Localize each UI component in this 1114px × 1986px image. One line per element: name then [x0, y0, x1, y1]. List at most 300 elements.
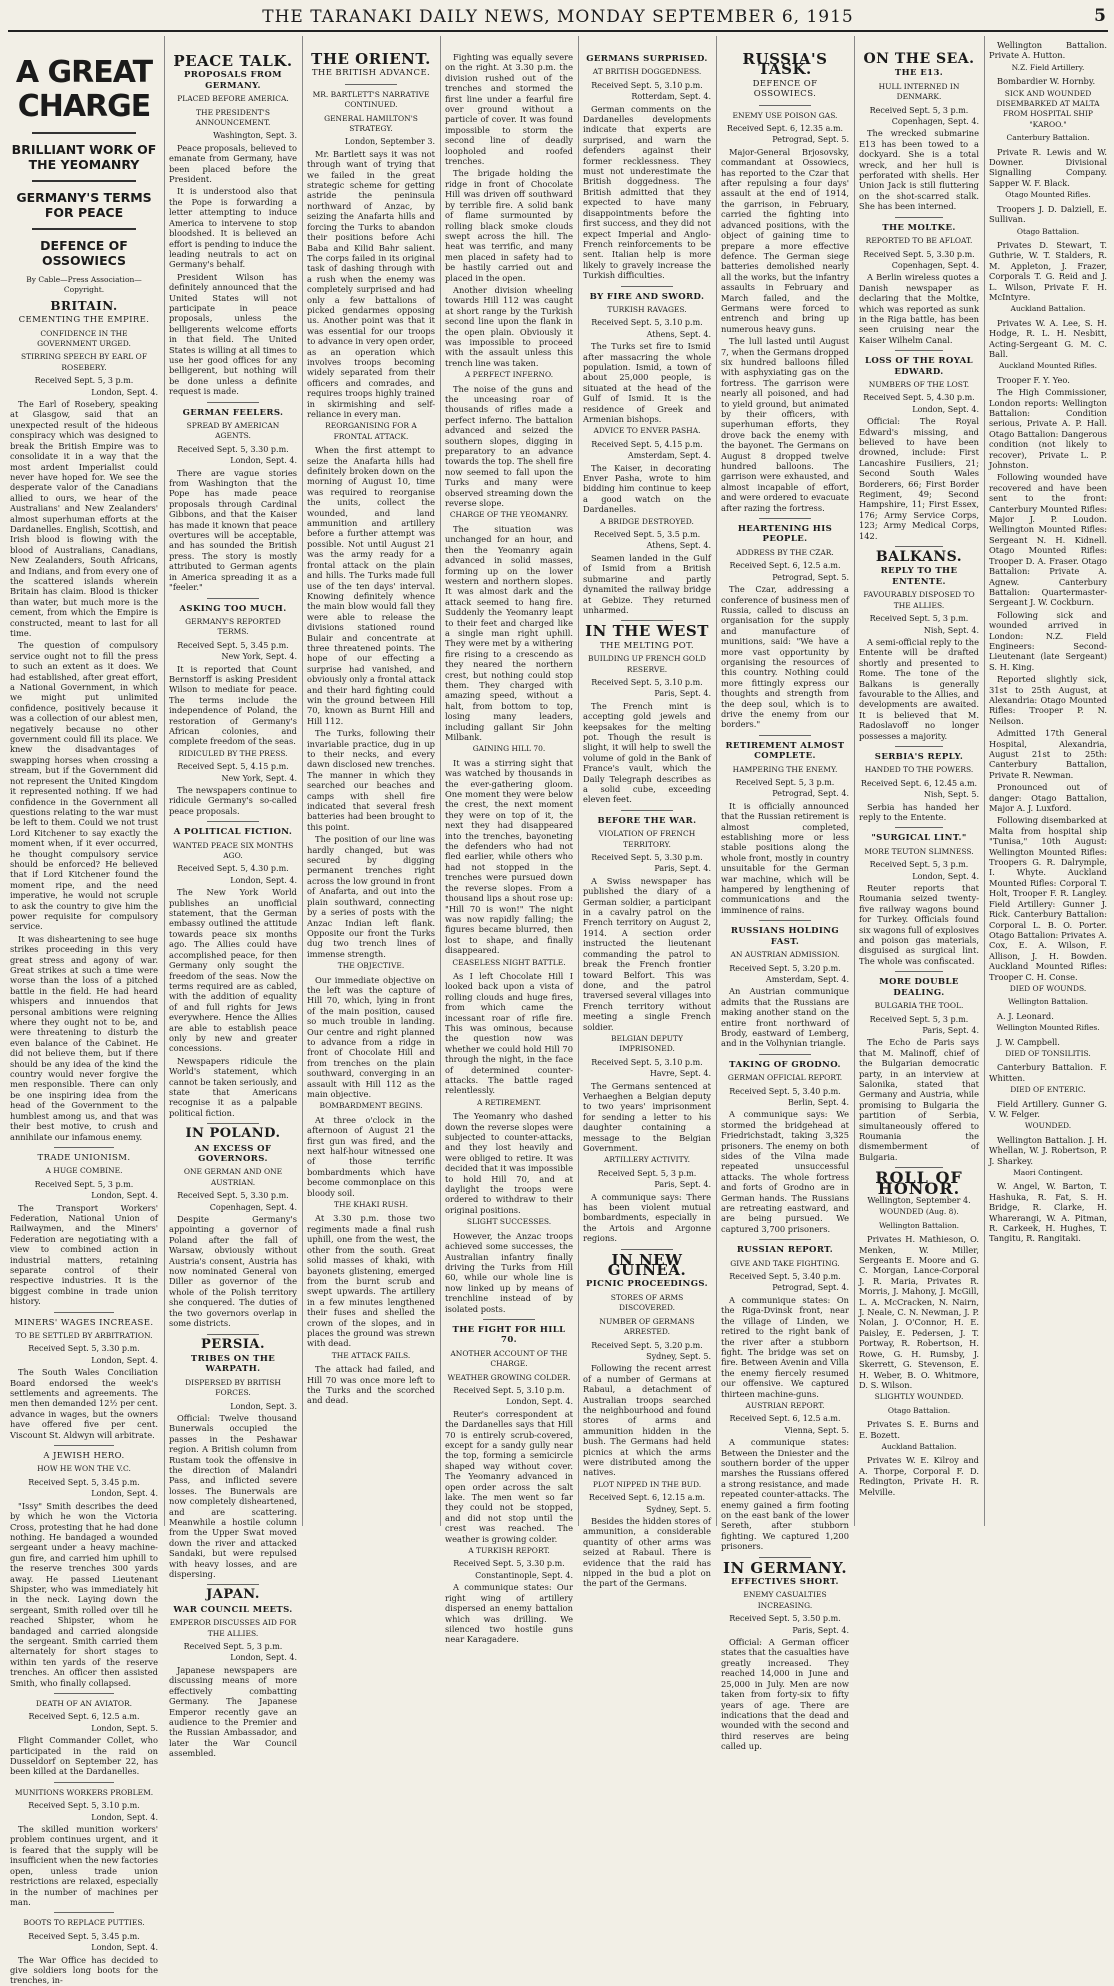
article-paragraph: Another division wheeling towards Hill 112 was caught at short range by the Turkish second line upon the flank in the open plain. Obviously it was impossible to proceed with the assault unless this trench line was taken.	[445, 284, 573, 368]
article-paragraph: The situation was unchanged for an hour, and then the Yeomanry again advanced in solid masses, forming up on the lower western and northern slopes. It was almost dark and the attack seemed to hang fire. Suddenly the Yeomanry leapt to their feet and charged like a single man right uphill. They were met by a withering fire rising to a crescendo as they neared the northern crest, but nothing could stop them. They charged with amazing speed, without a halt, from bottom to top, losing many leaders, including gallant Sir John Milbank.	[445, 523, 573, 742]
headline-give-take: GIVE AND TAKE FIGHTING.	[730, 1258, 840, 1268]
article-paragraph: The Kaiser, in decorating Enver Pasha, wrote to him bidding him continue to keep a good watch on the Dardanelles.	[583, 462, 711, 515]
dateline-place: Copenhagen, Sept. 4.	[891, 117, 979, 127]
article-paragraph: President Wilson has definitely announced that the United States will not participate in peace proposals, unless the belligerents welcome efforts in that field. The United States is willing at all times to use her good offices for any belligerent, but nothing will be done unless a definite request is made.	[169, 271, 297, 397]
casualty-list: The High Commissioner, London reports: Wellington Battalion: Condition serious, Private A. P. Hall. Otago Battalion: Dangerous condition (not likely to recover), Private L. P. Johnston.	[989, 387, 1107, 471]
dateline-place: Petrograd, Sept. 4.	[772, 1283, 849, 1293]
dateline-place: Sydney, Sept. 5.	[646, 1351, 711, 1361]
dateline: Received Sept. 5, 3.10 p.m.	[591, 1057, 703, 1067]
headline-slight-successes: SLIGHT SUCCESSES.	[466, 1217, 552, 1227]
column-6	[716, 36, 853, 1752]
headline-reported-terms: GERMANY'S REPORTED TERMS.	[185, 616, 281, 637]
article-paragraph: The Echo de Paris says that M. Malinoff, chief of the Bulgarian democratic party, in an interview at Salonika, stated that Germany and Austria, while promising to Bulgaria the partition of Serbia, simultaneously offered to Roumania the dismemberment of Bulgaria.	[859, 1037, 979, 1162]
headline-fiction: A POLITICAL FICTION.	[173, 827, 293, 838]
dateline-place: New York, Sept. 4.	[221, 652, 297, 662]
casualty-list: Canterbury Battalion. F. Whitten.	[989, 1062, 1107, 1083]
headline-enver: ADVICE TO ENVER PASHA.	[593, 426, 701, 436]
article-paragraph: A Swiss newspaper has published the diary of a German soldier, a participant in a cavalry patrol on the French territory on August 2, 1914. A section order instructed the lieutenant commanding the patrol to break the French frontier toward Belfort. This was done, and the patrol traversed several villages into French territory without meeting a single French soldier.	[583, 875, 711, 1032]
headline-persia: PERSIA.	[200, 1336, 266, 1352]
dateline: Received Sept. 5, 3.30 p.m.	[177, 1191, 289, 1201]
article-paragraph: The attack had failed, and Hill 70 was once more left to the Turks and the scorched and dead.	[307, 1364, 435, 1406]
article-paragraph: A communique says: There has been violent mutual bombardments, especially in the Artois and Argonne regions.	[583, 1191, 711, 1244]
dateline: Received Sept. 5, 3.10 p.m.	[453, 1385, 565, 1395]
headline-on-the-sea: ON THE SEA.	[863, 51, 975, 67]
dateline: Received Sept. 5, 3 p.m.	[34, 376, 134, 386]
headline-roll-of-honor: ROLL OF HONOR.	[875, 1168, 963, 1198]
casualty-list: Trooper F. Y. Yeo.	[997, 374, 1070, 385]
article-paragraph: The Yeomanry who dashed down the reverse slopes were subjected to counter-attacks, and they lost heavily and were obliged to retire. It was decided that it was impossible to hold Hill 70, and at daylight the troops were ordered to withdraw to their original positions.	[445, 1111, 573, 1215]
headline-japan: JAPAN.	[206, 1587, 260, 1603]
article-paragraph: At 3.30 p.m. those two regiments made a final rush uphill, one from the west, the other from the south. Great solid masses of khaki, with bayonets glistening, emerged from the burnt scrub and swept upwards. The artillery in a few minutes lengthened their fuses and shelled the crown of the slopes, and in places the ground was strewn with dead.	[307, 1213, 435, 1349]
headline-ravages: TURKISH RAVAGES.	[607, 304, 687, 314]
article-paragraph: The Turks set fire to Ismid after massacring the whole population. Ismid, a town of about 25,000 people, is situated at the head of the Gulf of Ismid. It is the residence of Greek and Armenian bishops.	[583, 341, 711, 424]
dateline-place: Sydney, Sept. 5.	[646, 1504, 711, 1514]
article-paragraph: It was disheartening to see huge strikes proceeding in this very great stress and agony of war. Great strikes at such a time were worse than the loss of a pitched battle in the field. He had heard whispers and innuendos that personal ambitions were reigning where they ought not to be, and were threatening to disturb the even balance of the Cabinet. He did not believe them, but if there should be any idea of the kind the country would never forgive the men responsible. There can only be one inspiring idea from the head of the Government to the humblest among us, and that was their best motive, to crush and annihilate our infamous enemy.	[10, 933, 158, 1142]
headline-stores: STORES OF ARMS DISCOVERED.	[610, 1292, 684, 1313]
article-paragraph: Seamen landed in the Gulf of Ismid from a British submarine and partly dynamited the railway bridge at Gebize. They returned unharmed.	[583, 552, 711, 615]
column-8	[984, 36, 1111, 1526]
headline-new-guinea: IN NEW GUINEA.	[607, 1250, 687, 1280]
dateline: Received Sept. 5, 3.45 p.m.	[177, 640, 289, 650]
page-number: 5	[1094, 6, 1106, 26]
headline-surgical-lint: "SURGICAL LINT."	[871, 833, 967, 844]
headline-retirement-complete: RETIREMENT ALMOST COMPLETE.	[725, 740, 845, 762]
article-paragraph: The Transport Workers' Federation, National Union of Railwaymen, and the Miners' Federation are negotiating with a view to combined action in industrial matters, retaining separate control of their respective industries. It is the biggest combine in trade union history.	[10, 1202, 158, 1307]
dateline-place: Petrograd, Sept. 5.	[772, 135, 849, 145]
dateline: Received Sept. 5, 4.15 p.m.	[591, 439, 703, 449]
article-paragraph: When the first attempt to seize the Anafarta hills had definitely broken down on the morning of August 10, time was required to reorganise the units, collect the wounded, and land ammunition and artillery before a further attempt was possible. Not until August 21 was the army ready for a frontal attack on the plain and hills. The Turks made full use of the ten days' interval. Knowing definitely whence the main blow would fall they were able to release the divisions stationed round Bulair and concentrate at three threatened points. The hope of our effecting a surprise had vanished, and obviously only a frontal attack and their hard fighting could win the ground between Hill 70, known as Burnt Hill and Hill 112.	[307, 445, 435, 726]
dateline: Received Sept. 5, 3.40 p.m.	[729, 1272, 841, 1282]
dateline: Received Sept. 6, 12.5 a.m.	[729, 561, 841, 571]
article-paragraph: A Berlin wireless quotes a Danish newspaper as declaring that the Moltke, which was reported as sunk in the Riga battle, has been seen cruising near the Kaiser Wilhelm Canal.	[859, 272, 979, 345]
article-paragraph: It is understood also that the Pope is forwarding a letter attempting to induce America to intervene to stop bloodshed. It is believed an effort is pending to induce the leading neutrals to act on Germany's behalf.	[169, 186, 297, 270]
dateline-place: Copenhagen, Sept. 4.	[891, 260, 979, 270]
dateline-place: Constantinople, Sept. 4.	[475, 1570, 573, 1580]
dateline-place: Vienna, Sept. 5.	[784, 1425, 849, 1435]
dateline: Received Sept. 5, 3 p.m.	[34, 1179, 134, 1189]
unit-heading: Wellington Mounted Rifles.	[996, 1023, 1100, 1033]
article-paragraph: A communique states: Our right wing of artillery dispersed an enemy battalion which was drilling. We silenced two hostile guns near Karagadere.	[445, 1582, 573, 1645]
article-paragraph: The Earl of Rosebery, speaking at Glasgow, said that an unexpected result of the hideous conspiracy which was designed to break the British Empire was to consolidate it in a way that the most ardent Imperialist could never have hoped for. We see the desperate valor of the Canadians allied to ours, we hear of the Australians' and New Zealanders' almost superhuman efforts at the Dardanelles. English, Scottish, and Irish blood is flowing with the blood of Australians, Canadians, New Zealanders, South Africans, and Indians, and from every one of the scattered islands wherein Britain has claim. Blood is thicker than water, but much more is the cement, from which the Empire is constructed, meant to last for all time.	[10, 399, 158, 638]
dateline: Received Sept. 6, 12.35 a.m.	[726, 124, 844, 134]
headline-asking: ASKING TOO MUCH.	[179, 603, 287, 614]
casualty-list: Following wounded have recovered and have been sent to the front: Canterbury Mounted Rifles: Major J. P. Loudon. Wellington Mounted Rifles: Sergeant N. H. Kidnell. Otago Mounted Rifles: Trooper D. A. Fraser. Otago Battalion: Private A. Agnew. Canterbury Battalion: Quartermaster-Sergeant J. W. Cockburn.	[989, 472, 1107, 608]
dateline-place: London, Sept. 4.	[91, 1191, 158, 1201]
dateline-place: Nish, Sept. 5.	[923, 790, 979, 800]
headline-enteric: DIED OF ENTERIC.	[1010, 1085, 1086, 1095]
headline-melting-pot: THE MELTING POT.	[599, 640, 694, 651]
dateline: Received Sept. 5, 4.30 p.m.	[863, 393, 975, 403]
headline-e13: THE E13.	[894, 68, 944, 79]
article-paragraph: Besides the hidden stores of ammunition, a considerable quantity of other arms was seized at Rabaul. There is evidence that the raid has nipped in the bud a plot on the part of the Germans.	[583, 1516, 711, 1589]
casualty-list: Troopers J. D. Dalziell, E. Sullivan.	[989, 203, 1107, 225]
dateline: Received Sept. 5, 3.45 p.m.	[28, 1931, 140, 1941]
headline-miners: MINERS' WAGES INCREASE.	[14, 1317, 154, 1328]
dateline-place: New York, Sept. 4.	[221, 773, 297, 783]
headline-austrian-admission: AN AUSTRIAN ADMISSION.	[730, 950, 840, 960]
headline-war-council: WAR COUNCIL MEETS.	[173, 1604, 293, 1615]
article-paragraph: Official: A German officer states that the casualties have greatly increased. They reached 14,000 in June and 25,000 in July. Men are now taken from forty-six to fifty years of age. There are indications that the dead and wounded with the second and third reserves are being called up.	[721, 1637, 849, 1752]
dateline-place: Amsterdam, Sept. 4.	[627, 451, 711, 461]
casualty-list: Privates S. E. Burns and E. Bozett.	[859, 1419, 979, 1440]
headline-moltke: THE MOLTKE.	[882, 222, 956, 233]
headline-picnic: PICNIC PROCEEDINGS.	[586, 1279, 708, 1290]
casualty-list: Wellington Battalion. J. H. Whellan, W. J. Robertson, P. J. Sharkey.	[989, 1134, 1107, 1166]
headline-combine: A HUGE COMBINE.	[45, 1166, 123, 1176]
headline-wanted: WANTED PEACE SIX MONTHS AGO.	[172, 840, 294, 861]
article-paragraph: Official: The Royal Edward's missing, and believed to have been drowned, include: First Lancashire Fusiliers, 21; Second South Wales Borderers, 66; First Border Regiment, 49; Second Hampshire, 11; First Essex, 176; Army Service Corps, 123; Army Medical Corps, 142.	[859, 416, 979, 541]
headline-bartlett: MR. BARTLETT'S NARRATIVE CONTINUED.	[312, 89, 430, 110]
article-paragraph: A communique states: On the Riga-Dvinsk front, near the village of Linden, we retired to the right bank of the river after a stubborn fight. The bridge was set on fire. Between Avenin and Villa the enemy fiercely resumed our offensive. We captured thirteen machine-guns.	[721, 1294, 849, 1399]
article-paragraph: It was a stirring sight that was watched by thousands in the ever-gathering gloom. One moment they were below the crest, the next moment they were on top of it, the next they had disappeared into the trenches, bayoneting the defenders who had not fled earlier, while others who had not stopped in the trenches were pursued down the reverse slopes. From a thousand lips a shout rose up: "Hill 70 is won!" The night was now rapidly falling; the figures became blurred, then lost to shape, and finally disappeared.	[445, 757, 573, 956]
dateline: Received Sept. 5, 4.30 p.m.	[177, 864, 289, 874]
dateline: Received Sept. 5, 3.30 p.m.	[177, 444, 289, 454]
article-paragraph: Reuter reports that Roumania seized twenty-five railway wagons bound for Turkey. Officials found six wagons full of explosives and poison gas materials, disguised as surgical lint. The whole was confiscated.	[859, 883, 979, 966]
column-2	[164, 36, 301, 1759]
headline-fight-hill-70: THE FIGHT FOR HILL 70.	[452, 1324, 566, 1346]
dateline: Received Sept. 5, 3 p.m.	[183, 1642, 283, 1652]
headline-fire-sword: BY FIRE AND SWORD.	[589, 291, 705, 302]
article-paragraph: Fighting was equally severe on the right. At 3.30 p.m. the division rushed out of the trenches and stormed the first line under a fearful fire over ground without a particle of cover. It was found impossible to storm the second line of deadly loopholed and roofed trenches.	[445, 52, 573, 167]
headline-poland: IN POLAND.	[185, 1126, 281, 1142]
headline-disembarked: SICK AND WOUNDED DISEMBARKED AT MALTA FROM HOSPITAL SHIP "KAROO."	[996, 88, 1100, 129]
article-paragraph: German comments on the Dardanelles developments indicate that experts are surprised, and warn the defenders against their former recklessness. They must not underestimate the British doggedness. The British admitted that they expected to have many disappointments before the first success, and they did not expect Imperial and Anglo-French reinforcements to be sent. Italian help is more likely to gravely increase the Turkish difficulties.	[583, 103, 711, 281]
headline-russias-task: RUSSIA'S TASK.	[742, 50, 828, 79]
dateline-place: London, Sept. 5.	[91, 1723, 158, 1733]
casualty-list: J. W. Campbell.	[997, 1036, 1060, 1047]
headline-retirement: A RETIREMENT.	[476, 1097, 541, 1107]
headline-effectives: EFFECTIVES SHORT.	[731, 1577, 839, 1588]
article-paragraph: Our immediate objective on the left was the capture of Hill 70, which, lying in front of the main position, caused so much trouble in landing. Our centre and right planned to advance from a ridge in front of Chocolate Hill and from trenches on the plain southward, converging in an assault with Hill 112 as the main objective.	[307, 974, 435, 1099]
article-paragraph: The question of compulsory service ought not to fill the press to such an extent as it does. We had established, after great effort, a National Government, in which we might put unlimited confidence, positively because it was a collection of our ablest men, negatively because no other government could fill its place. We knew the disadvantages of swapping horses when crossing a stream, but if the Government did not represent the United Kingdom it represented nothing. If we had confidence in the Government all questions relating to the war must be left to them. Could we not trust Lord Kitchener to say exactly the moment when, if it ever occurred, he thought compulsory service should be enforced? He believed that if Lord Kitchener found the moment ripe, and the need imperative, he would not scruple to ask the country to give him the power requisite for compulsory service.	[10, 640, 158, 932]
headline-speech: STIRRING SPEECH BY EARL OF ROSEBERY.	[20, 352, 148, 372]
headline-emperor: EMPEROR DISCUSSES AID FOR THE ALLIES.	[169, 1618, 297, 1638]
casualty-list: Privates W. A. Lee, S. H. Hodge, R. L. H. Nesbitt, Acting-Sergeant G. M. C. Ball.	[989, 317, 1107, 359]
headline-tribes: TRIBES ON THE WARPATH.	[190, 1353, 276, 1375]
dateline-place: Havre, Sept. 4.	[649, 1069, 711, 1079]
headline-russian-report: RUSSIAN REPORT.	[736, 1245, 834, 1256]
dateline-place: London, Sept. 4.	[230, 1653, 297, 1663]
casualty-list: Privates H. Mathieson, O. Menken, W. Miller, Sergeants E. Moore and G. C. Morgan, Lance-Corporal J. R. Maria, Privates R. Morris, J. Mahony, J. McGill, L. A. McCracken, N. Nairn, J. Neale, C. N. Newman, J. P. Nolan, J. O'Connor, H. E. Paisley, E. Pedersen, J. T. Portway, R. Robertson, H. Rowe, G. H. Rumsby, J. Skerrett, G. Stevenson, E. H. Weber, B. O. Whitmore, D. S. Wilson.	[859, 1234, 979, 1390]
headline-empire: CEMENTING THE EMPIRE.	[18, 315, 150, 326]
headline-feelers: GERMAN FEELERS.	[182, 407, 284, 418]
article-paragraph: At three o'clock in the afternoon of August 21 the first gun was fired, and the next half-hour witnessed one of those terrific bombardments which have become commonplace on this bloody soil.	[307, 1114, 435, 1198]
headline-arbitration: TO BE SETTLED BY ARBITRATION.	[15, 1331, 153, 1340]
headline-reorganising: REORGANISING FOR A FRONTAL ATTACK.	[325, 421, 417, 441]
headline-attack-fails: THE ATTACK FAILS.	[331, 1350, 411, 1360]
casualty-list: Privates D. Stewart, T. Guthrie, W. T. Stalders, R. M. Appleton, J. Frazer, Corporals T. G. Reid and J. L. Wilson, Private F. H. McIntyre.	[989, 239, 1107, 302]
article-paragraph: The wrecked submarine E13 has been towed to a dockyard. She is a total wreck, and her hull is perforated with shells. Her Union Jack is still fluttering on the shot-scarred stalk. She has been interned.	[859, 128, 979, 212]
dateline-place: London, Sept. 4.	[91, 1943, 158, 1953]
section-britain: BRITAIN.	[50, 298, 118, 313]
dateline-place: Washington, Sept. 3.	[213, 131, 297, 141]
dateline: Received Sept. 5, 3.5 p.m.	[593, 530, 701, 540]
headline-trade-unionism: TRADE UNIONISM.	[37, 1152, 131, 1163]
unit-heading: Auckland Battalion.	[1010, 304, 1086, 314]
article-paragraph: A semi-official reply to the Entente will be drafted shortly and presented to Rome. The tone of the Balkans is generally favourable to the Allies, and developments are awaited. It is believed that M. Radoslavoff no longer possesses a majority.	[859, 636, 979, 741]
headline-agents: SPREAD BY AMERICAN AGENTS.	[186, 421, 280, 441]
subheadline-terms: GERMANY'S TERMS FOR PEACE	[16, 190, 152, 220]
headline-slightly-wounded: SLIGHTLY WOUNDED.	[874, 1392, 964, 1402]
article-paragraph: Newspapers ridicule the World's statement, which cannot be taken seriously, and state that Americans recognise it as a palpable political fiction.	[169, 1055, 297, 1118]
dateline: Received Sept. 6, 12.5 a.m.	[28, 1712, 140, 1722]
dateline: Received Sept. 5, 3.50 p.m.	[729, 1614, 841, 1624]
article-paragraph: The New York World publishes an unofficial statement, that the German embassy outlined the attitude towards peace six months ago. The Allies could have accomplished peace, for then Germany only sought the freedom of the seas. Now the terms required are as cabled, with the addition of equality of and full rights for Jews everywhere. Hence the Allies are able to establish peace only by new and greater concessions.	[169, 887, 297, 1054]
dateline-place: Copenhagen, Sept. 4.	[209, 1202, 297, 1212]
dateline-place: London, Sept. 4.	[91, 1489, 158, 1499]
dateline-place: London, Sept. 4.	[230, 456, 297, 466]
dateline: Received Sept. 5, 3 p.m.	[735, 778, 835, 787]
unit-heading: Wellington Battalion.	[878, 1220, 960, 1230]
headline-belgian-deputy: BELGIAN DEPUTY IMPRISONED.	[611, 1033, 683, 1054]
article-paragraph: Serbia has handed her reply to the Entente.	[859, 801, 979, 822]
column-7	[854, 36, 983, 1526]
casualty-list: Private R. Lewis and W. Downer. Divisional Signalling Company. Sapper W. F. Black.	[989, 146, 1107, 188]
headline-dispersed: DISPERSED BY BRITISH FORCES.	[185, 1377, 281, 1398]
dateline-place: London, Sept. 4.	[506, 1397, 573, 1407]
dateline-place: London, Sept. 4.	[91, 1812, 158, 1822]
casualty-list: Pronounced out of danger: Otago Battalion, Major A. J. Luxford.	[989, 782, 1107, 814]
article-paragraph: Official: Twelve thousand Bunerwals occupied the passes in the Peshawar region. A British column from Rustam took the offensive in the direction of Malandri Pass, and inflicted severe losses. The Bunerwals are now completely disheartened, and are scattering. Meanwhile a hostile column from the Upper Swat moved down the river and attacked Sandaki, but were repulsed with heavy losses, and are dispersing.	[169, 1412, 297, 1580]
headline-bridge: A BRIDGE DESTROYED.	[600, 516, 694, 526]
headline-boots: BOOTS TO REPLACE PUTTIES.	[23, 1918, 145, 1928]
headline-before-war: BEFORE THE WAR.	[597, 815, 697, 826]
article-paragraph: A communique says: We stormed the bridgehead at Friedrichstadt, taking 3,325 prisoners. The enemy on both sides of the Vilna made repeated unsuccessful attacks. The whole fortress and forts of Grodno are in German hands. The Russians are retreating eastward, and are being pursued. We captured 3,700 prisoners.	[721, 1109, 849, 1234]
subheadline-yeomanry: BRILLIANT WORK OF THE YEOMANRY	[11, 142, 157, 172]
article-paragraph: The skilled munition workers' problem continues urgent, and it is feared that the supply will be insufficient when the new factories open, unless trade union restrictions are relaxed, especially in the number of machines per man.	[10, 1824, 159, 1907]
headline-artillery: ARTILLERY ACTIVITY.	[604, 1155, 690, 1165]
headline-confidence: CONFIDENCE IN THE GOVERNMENT URGED.	[37, 328, 131, 349]
casualty-list: Reported slightly sick, 31st to 25th August, at Alexandria: Otago Mounted Rifles: Trooper P. N. Neilson.	[989, 674, 1107, 726]
banner-headline: A GREAT CHARGE	[15, 55, 153, 124]
headline-bulgaria-tool: BULGARIA THE TOOL.	[874, 1001, 964, 1011]
column-3	[302, 36, 439, 1526]
headline-balkans: BALKANS.	[875, 549, 963, 566]
article-paragraph: Mr. Bartlett says it was not through want of trying that we failed in the great strategic scheme for getting astride the peninsula northward of Anzac, by seizing the Anafarta hills and forcing the Turks to abandon their positions before Achi Baba and Kilid Bahr salient. The corps failed in its original task of dashing through with a rush when the enemy was completely surprised and had only a few battalions of picked gendarmes opposing us. Another point was that it was essential for our troops to advance in very open order, as an operation which involves troops becoming widely separated from their officers and comrades, and requires troops highly trained in skirmishing and self-reliance in every man.	[307, 148, 435, 419]
dateline-place: London, Sept. 4.	[91, 1355, 158, 1365]
headline-heartening: HEARTENING HIS PEOPLE.	[737, 524, 833, 545]
unit-heading: N.Z. Field Artillery.	[1011, 62, 1085, 72]
column-4	[440, 36, 577, 1645]
dateline-place: Berlin, Sept. 4.	[787, 1097, 849, 1107]
headline-austrian-report: AUSTRIAN REPORT.	[745, 1400, 825, 1410]
article-paragraph: The brigade holding the ridge in front of Chocolate Hill was driven off southward by terrible fire. A solid bank of flame surmounted by rolling black smoke clouds swept across the hill. The heat was terrific, and many men placed in safety had to be hastily carried out and placed in the open.	[445, 168, 573, 283]
article-paragraph: However, the Anzac troops achieved some successes, the Australian infantry finally driving the Turks from Hill 60, while our whole line is now linked up by means of trenchline instead of by isolated posts.	[445, 1230, 573, 1314]
article-paragraph: It is reported that Count Bernstorff is asking President Wilson to mediate for peace. The terms include the independence of Poland, the restoration of Germany's African colonies, and complete freedom of the seas.	[169, 663, 297, 747]
headline-favourably: FAVOURABLY DISPOSED TO THE ALLIES.	[863, 590, 975, 610]
dateline-place: Petrograd, Sept. 4.	[772, 789, 849, 799]
unit-heading: Otago Battalion.	[1016, 226, 1080, 236]
headline-numbers-lost: NUMBERS OF THE LOST.	[868, 379, 970, 389]
masthead	[8, 4, 1108, 32]
unit-heading: Canterbury Battalion.	[1006, 133, 1090, 143]
unit-heading: Auckland Mounted Rifles.	[998, 361, 1098, 371]
headline-gaining: GAINING HILL 70.	[472, 744, 546, 754]
article-paragraph: Flight Commander Collet, who participated in the raid on Dusseldorf on September 22, has been killed at the Dardanelles.	[10, 1735, 158, 1777]
headline-holding-fast: RUSSIANS HOLDING FAST.	[730, 926, 840, 947]
headline-in-germany: IN GERMANY.	[722, 1558, 848, 1577]
dateline: Received Sept. 5, 3.30 p.m.	[453, 1559, 565, 1569]
article-paragraph: Following the recent arrest of a number of Germans at Rabaul, a detachment of Australian troops searched the neighbourhood and found stores of arms and ammunition hidden in the bush. The Germans had held picnics at which the arms were distributed among the natives.	[583, 1363, 711, 1478]
column-5	[578, 36, 715, 1589]
headline-vc: HOW HE WON THE V.C.	[37, 1464, 131, 1474]
headline-ridiculed: RIDICULED BY THE PRESS.	[178, 748, 288, 758]
headline-announcement: THE PRESIDENT'S ANNOUNCEMENT.	[195, 107, 271, 128]
headline-night-battle: CEASELESS NIGHT BATTLE.	[452, 957, 566, 967]
casualty-list: Following sick and wounded arrived in London: N.Z. Field Engineers: Second-Lieutenant (late Sergeant) S. H. King.	[989, 609, 1107, 672]
headline-inferno: A PERFECT INFERNO.	[464, 370, 554, 380]
headline-handed: HANDED TO THE POWERS.	[864, 765, 974, 775]
casualty-list: W. Angel, W. Barton, T. Hashuka, R. Fat, S. H. Bridge, R. Clarke, H. Wharerangi, W. A. Pitman, R. Carkeek, H. Hughes, T. Tangitu, R. Rangitaki.	[989, 1181, 1107, 1244]
dateline: Received Sept. 5, 3 p.m.	[869, 614, 969, 624]
dateline-place: Nish, Sept. 4.	[923, 625, 979, 635]
casualty-list: A. J. Leonard.	[997, 1010, 1054, 1021]
article-paragraph: The noise of the guns and the unceasing roar of thousands of rifles made a perfect inferno. The battalion advanced and seized the southern slopes, digging in preparatory to an advance towards the top. The shell fire now seemed to fall upon the Turks and many were observed streaming down the reverse slope.	[445, 383, 573, 509]
headline-british-advance: THE BRITISH ADVANCE.	[311, 68, 431, 79]
headline-czar-address: ADDRESS BY THE CZAR.	[736, 547, 834, 557]
article-paragraph: The lull lasted until August 7, when the Germans dropped six hundred balloons filled with asphyxiating gas on the fortress. The garrison were nearly all poisoned, and had to yield ground, but animated by their officers, with superhuman efforts, they drove back the enemy with the bayonet. The Germans on August 8 dropped twelve hundred balloons. The garrison were exhausted, and almost incapable of effort, and were ordered to evacuate after razing the fortress.	[721, 336, 849, 513]
dateline-place: Athens, Sept. 4.	[646, 329, 711, 339]
dateline: Received Sept. 5, 3.10 p.m.	[591, 80, 703, 90]
headline-doggedness: AT BRITISH DOGGEDNESS.	[592, 67, 702, 77]
unit-heading: Wellington Battalion.	[1007, 997, 1089, 1007]
headline-placed: PLACED BEFORE AMERICA.	[177, 94, 289, 104]
dateline-place: London, Sept. 3.	[230, 1401, 297, 1411]
headline-royal-edward: LOSS OF THE ROYAL EDWARD.	[865, 356, 973, 377]
headline-double-dealing: MORE DOUBLE DEALING.	[879, 977, 959, 998]
subheadline-defence: DEFENCE OF OSSOWIECS	[40, 238, 128, 268]
article-paragraph: Peace proposals, believed to emanate from Germany, have been placed before the President.	[169, 142, 297, 185]
dateline: Received Sept. 5, 3.10 p.m.	[591, 318, 703, 328]
unit-heading: Otago Battalion.	[887, 1405, 951, 1415]
dateline: Received Sept. 5, 3 p.m.	[869, 860, 969, 870]
headline-poison-gas: ENEMY USE POISON GAS.	[732, 110, 838, 120]
headline-another-account: ANOTHER ACCOUNT OF THE CHARGE.	[450, 1348, 568, 1369]
article-paragraph: The position of our line was hardly changed, but was secured by digging permanent trenches right across the low ground in front of Anafarta, and out into the plain southward, connecting by a series of posts with the Anzac Indian left flank. Opposite our front the Turks dug two trench lines of immense strength.	[307, 834, 435, 959]
article-paragraph: The Turks, following their invariable practice, dug in up to their necks, and every dawn disclosed new trenches. The manner in which they searched our beaches and camps with shell fire indicated that several fresh batteries had been brought to this point.	[307, 728, 435, 832]
headline-objective: THE OBJECTIVE.	[337, 961, 405, 971]
dateline: Received Sept. 5, 3.20 p.m.	[591, 1340, 703, 1350]
headline-weather: WEATHER GROWING COLDER.	[447, 1372, 571, 1382]
dateline: Received Sept. 6, 12.5 a.m.	[729, 1414, 841, 1424]
headline-hull: HULL INTERNED IN DENMARK.	[878, 81, 960, 102]
dateline-place: London, Sept. 4.	[912, 871, 979, 881]
dateline: Received Sept. 5, 3 p.m.	[869, 1014, 969, 1024]
headline-orient: THE ORIENT.	[311, 50, 431, 68]
headline-casualties: ENEMY CASUALTIES INCREASING.	[743, 1590, 827, 1610]
casualty-list: Following disembarked at Malta from hospital ship "Tunisa," 10th August: Wellington Mounted Rifles: Troopers G. R. Dalrymple, I. Whyte. Auckland Mounted Rifles: Corporal T. Holt, Trooper F. R. Langley. Field Artillery: Gunner J. Rick. Canterbury Battalion: Corporal L. B. O. Porter. Otago Battalion: Privates A. Cox, E. A. Wilson, F. Allison, J. H. Bowden. Auckland Mounted Rifles: Trooper C. H. Conse.	[989, 815, 1107, 982]
headline-afloat: REPORTED TO BE AFLOAT.	[865, 236, 973, 246]
dateline-place: Paris, Sept. 4.	[922, 1025, 979, 1035]
headline-bombardment: BOMBARDMENT BEGINS.	[319, 1101, 423, 1111]
casualty-list: Wellington Battalion. Private A. Hutton.	[989, 40, 1107, 61]
article-paragraph: A communique states: Between the Dniester and the southern border of the upper marshes the Russians offered a strong resistance, and made repeated counter-attacks. The enemy gained a firm footing on the east bank of the lower Sereth, after stubborn fighting. We captured 1,200 prisoners.	[721, 1437, 849, 1552]
masthead-title: THE TARANAKI DAILY NEWS, MONDAY SEPTEMBER 6, 1915	[262, 7, 854, 27]
dateline-place: Paris, Sept. 4.	[654, 689, 711, 699]
article-paragraph: Major-General Brjosovsky, commandant at Ossowiecs, has reported to the Czar that after repulsing a four days' assault at the end of 1914, the garrison, in February, carried the fighting into advanced positions, with the object of gaining time to prepare a more effective defence. The German siege batteries demolished nearly all the works, but the infantry assaults in February and March failed, and the Germans were forced to entrench and bring up numerous heavy guns.	[721, 146, 849, 334]
dateline-place: Paris, Sept. 4.	[654, 864, 711, 874]
dateline: Received Sept. 5, 3 p.m.	[597, 1168, 697, 1178]
dateline: Received Sept. 5, 3 p.m.	[869, 105, 969, 115]
article-paragraph: Japanese newspapers are discussing means of more effectively combatting Germany. The Japanese Emperor recently gave an audience to the Premier and the Russian Ambassador, and later the War Council assembled.	[169, 1664, 297, 1759]
headline-arrested: NUMBER OF GERMANS ARRESTED.	[599, 1316, 695, 1337]
dateline: Received Sept. 5, 3.45 p.m.	[28, 1477, 140, 1487]
headline-munitions: MUNITIONS WORKERS PROBLEM.	[14, 1787, 154, 1797]
headline-germans-surprised: GERMANS SURPRISED.	[586, 54, 708, 64]
headline-proposals: PROPOSALS FROM GERMANY.	[184, 70, 282, 91]
dateline: Received Sept. 6, 12.15 a.m.	[588, 1493, 706, 1503]
casualty-list: Privates W. E. Kilroy and A. Thorpe, Corporal F. D. Redington, Private H. R. Melville.	[859, 1455, 979, 1497]
headline-jewish-hero: A JEWISH HERO.	[43, 1451, 125, 1462]
headline-one-german: ONE GERMAN AND ONE AUSTRIAN.	[183, 1167, 283, 1187]
unit-heading: Auckland Battalion.	[881, 1441, 957, 1451]
dateline-place: Athens, Sept. 4.	[646, 541, 711, 551]
headline-tonsilitis: DIED OF TONSILITIS.	[1005, 1048, 1091, 1058]
dateline: Received Sept. 5, 3.30 p.m.	[863, 249, 975, 259]
headline-khaki-rush: THE KHAKI RUSH.	[334, 1200, 408, 1210]
dateline: Received Sept. 6, 12.45 a.m.	[860, 778, 978, 788]
headline-serbia-reply: SERBIA'S REPLY.	[874, 751, 964, 762]
dateline: Received Sept. 5, 3.40 p.m.	[729, 1086, 841, 1096]
article-paragraph: The newspapers continue to ridicule Germany's so-called peace proposals.	[169, 785, 297, 816]
dateline-place: London, Sept. 4.	[912, 404, 979, 414]
headline-defence-ossowiecs: DEFENCE OF OSSOWIECS.	[752, 78, 818, 100]
headline-governors: AN EXCESS OF GOVERNORS.	[194, 1143, 272, 1164]
article-paragraph: The French mint is accepting gold jewels and keepsakes for the melting pot. Though the result is slight, it will help to swell the volume of gold in the Bank of France's vault, which the Daily Telegraph describes as a solid cube, exceeding eleven feet.	[583, 700, 711, 805]
headline-yeomanry-charge: CHARGE OF THE YEOMANRY.	[449, 510, 569, 520]
headline-gold-reserve: BUILDING UP FRENCH GOLD RESERVE.	[587, 654, 707, 674]
dateline: Received Sept. 5, 4.15 p.m.	[177, 762, 289, 772]
headline-aviator: DEATH OF AN AVIATOR.	[35, 1699, 133, 1708]
dateline: Received Sept. 5, 3.10 p.m.	[28, 1801, 140, 1811]
headline-wounded: WOUNDED (Aug. 8).	[879, 1207, 959, 1217]
headline-died-of-wounds: DIED OF WOUNDS.	[1009, 983, 1087, 993]
dateline-place: Rotterdam, Sept. 4.	[631, 92, 711, 102]
article-paragraph: It is officially announced that the Russian retirement is almost completed, establishing more or less stable positions along the whole front, mostly in country unsuitable for the German war machine, which will be hampered by lengthening of communications and the imminence of rains.	[721, 800, 849, 915]
headline-peace-talk: PEACE TALK.	[173, 52, 293, 70]
dateline: Received Sept. 5, 3.30 p.m.	[591, 853, 703, 863]
headline-plot: PLOT NIPPED IN THE BUD.	[592, 1479, 702, 1489]
article-paragraph: "Issy" Smith describes the deed by which he won the Victoria Cross, protesting that he had done nothing. He bandaged a wounded sergeant under a heavy machine-gun fire, and carried him uphill to the reserve trenches 300 yards away. He passed Lieutenant Shipster, who was immediately hit in the neck. Laying down the sergeant, Smith rolled over till he reached Shipster, whom he bandaged and carried alongside the sergeant. Smith carried them alternately for short stages to within ten yards of the reserve trenches. An officer then assisted Smith, who finally collapsed.	[10, 1500, 158, 1688]
headline-german-report: GERMAN OFFICIAL REPORT.	[727, 1073, 843, 1083]
unit-heading: Maori Contingent.	[1013, 1168, 1083, 1178]
article-paragraph: As I left Chocolate Hill I looked back upon a vista of rolling clouds and huge fires, from which came the incessant roar of rifle fire. This was ominous, because the question now was whether we could hold Hill 70 through the night, in the face of determined counter-attacks. The battle raged relentlessly.	[445, 970, 573, 1096]
article-paragraph: The Germans sentenced at Verhaeghen a Belgian deputy to two years' imprisonment for sending a letter to his daughter containing a message to the Belgian Government.	[583, 1080, 711, 1153]
headline-in-the-west: IN THE WEST	[585, 622, 709, 641]
dateline-place: London, Sept. 4.	[230, 875, 297, 885]
dateline-place: London, Sept. 4.	[91, 387, 158, 397]
dateline: Received Sept. 5, 3.10 p.m.	[591, 677, 703, 687]
dateline-place: Amsterdam, Sept. 4.	[765, 974, 849, 984]
article-paragraph: Reuter's correspondent at the Dardanelles says that Hill 70 is entirely scrub-covered, except for a sandy gully near the top, forming a semicircle shaped way without cover. The Yeomanry advanced in open order across the salt lake. The men went so far they could not be stopped, and did not stop until the crest was reached. The weather is growing colder.	[445, 1408, 573, 1544]
headline-violation: VIOLATION OF FRENCH TERRITORY.	[598, 829, 696, 849]
dateline-place: London, September 3.	[344, 137, 435, 147]
dateline-place: Wellington, September 4.	[867, 1196, 971, 1205]
casualty-list: Field Artillery. Gunner G. V. W. Felger.	[989, 1098, 1107, 1119]
cable-credit: By Cable—Press Association—Copyright.	[26, 275, 142, 295]
headline-hampering: HAMPERING THE ENEMY.	[732, 764, 838, 774]
unit-heading: Otago Mounted Rifles.	[1005, 190, 1091, 200]
casualty-list: Admitted 17th General Hospital, Alexandria, August 21st to 25th: Canterbury Battalion, Private R. Newman.	[989, 728, 1107, 780]
dateline-place: Paris, Sept. 4.	[792, 1625, 849, 1635]
headline-teuton: MORE TEUTON SLIMNESS.	[864, 846, 974, 856]
headline-wounded-2: WOUNDED.	[1024, 1121, 1072, 1131]
headline-grodno: TAKING OF GRODNO.	[729, 1059, 841, 1070]
article-paragraph: An Austrian communique admits that the Russians are making another stand on the entire front northward of Brody, eastward of Lemberg, and in the Volhynian triangle.	[721, 986, 849, 1049]
dateline-place: Petrograd, Sept. 5.	[772, 572, 849, 582]
article-paragraph: Despite Germany's appointing a governor of Poland after the fall of Warsaw, obviously without Austria's consent, Austria has now nominated General von Diller as governor of the whole of the Polish territory she conquered. The duties of the two governors overlap in some districts.	[169, 1214, 297, 1329]
article-paragraph: The Czar, addressing a conference of business men of Russia, called to discuss an organisation for the supply and manufacture of munitions, said: "We have a more vast opportunity by organising the resources of this country. Nothing could more fittingly express our thoughts and strength from the deep soul, which is to drive the enemy from our borders."	[721, 584, 849, 730]
